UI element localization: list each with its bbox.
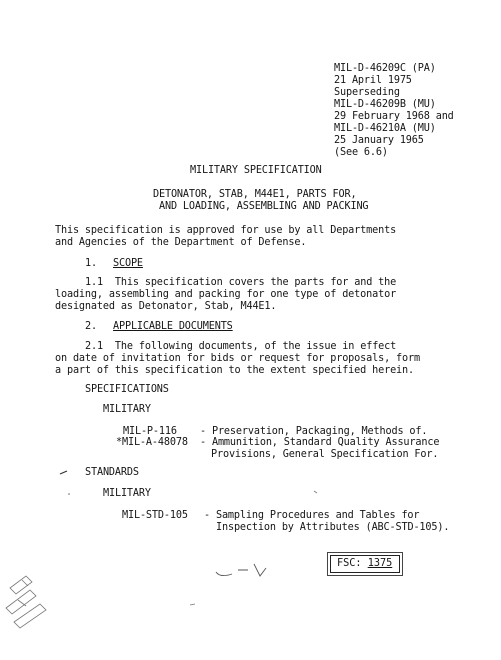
scan-dot [188,600,198,610]
section2-heading: APPLICABLE DOCUMENTS [113,321,233,332]
spec-entry-description: - Preservation, Packaging, Methods of. [200,426,428,437]
fsc-label: FSC: 1375 [337,558,393,569]
section1-para-line1: 1.1 This specification covers the parts for and the [85,277,397,288]
section1-heading: SCOPE [113,258,143,269]
standards-military-subheading: MILITARY [103,488,151,499]
section1-para-line2: loading, assembling and packing for one type of detonator [55,289,397,300]
section1-number: 1. [85,258,97,269]
approval-line1: This specification is approved for use by all Departments [55,225,397,236]
standards-heading: STANDARDS [85,467,139,478]
spec-entry-id: *MIL-A-48078 [116,437,188,448]
scan-smudge [0,560,70,630]
fsc-value: 1375 [367,558,393,569]
document-title-line2: AND LOADING, ASSEMBLING AND PACKING [159,201,369,212]
superseded-spec-2: MIL-D-46210A (MU) [334,123,436,134]
superseding-label: Superseding [334,87,400,98]
scan-mark [58,468,70,476]
scan-scribble [212,560,272,582]
superseded-spec-1: MIL-D-46209B (MU) [334,99,436,110]
specifications-military-subheading: MILITARY [103,404,151,415]
spec-number: MIL-D-46209C (PA) [334,63,436,74]
standard-entry-description: - Sampling Procedures and Tables for [204,510,420,521]
spec-entry-description-cont: Provisions, General Specification For. [211,449,439,460]
spec-entry-id: MIL-P-116 [123,426,177,437]
section1-para-line3: designated as Detonator, Stab, M44E1. [55,301,277,312]
section2-para-line3: a part of this specification to the extent specified herein. [55,365,415,376]
specifications-heading: SPECIFICATIONS [85,384,169,395]
spec-entry-description: - Ammunition, Standard Quality Assurance [200,437,440,448]
spec-type-title: MILITARY SPECIFICATION [190,165,322,176]
document-title-line1: DETONATOR, STAB, M44E1, PARTS FOR, [153,189,357,200]
superseded-date-1: 29 February 1968 and [334,111,454,122]
see-reference: (See 6.6) [334,147,388,158]
section2-para-line1: 2.1 The following documents, of the issue in effect [85,341,397,352]
scan-dot [312,488,320,496]
scan-dot [66,491,74,497]
standard-entry-description-cont: Inspection by Attributes (ABC-STD-105). [216,522,450,533]
fsc-box [330,555,400,573]
standard-entry-id: MIL-STD-105 [122,510,188,521]
superseded-date-2: 25 January 1965 [334,135,424,146]
section2-number: 2. [85,321,97,332]
spec-date: 21 April 1975 [334,75,412,86]
approval-line2: and Agencies of the Department of Defense. [55,237,307,248]
section2-para-line2: on date of invitation for bids or request for proposals, form [55,353,420,364]
